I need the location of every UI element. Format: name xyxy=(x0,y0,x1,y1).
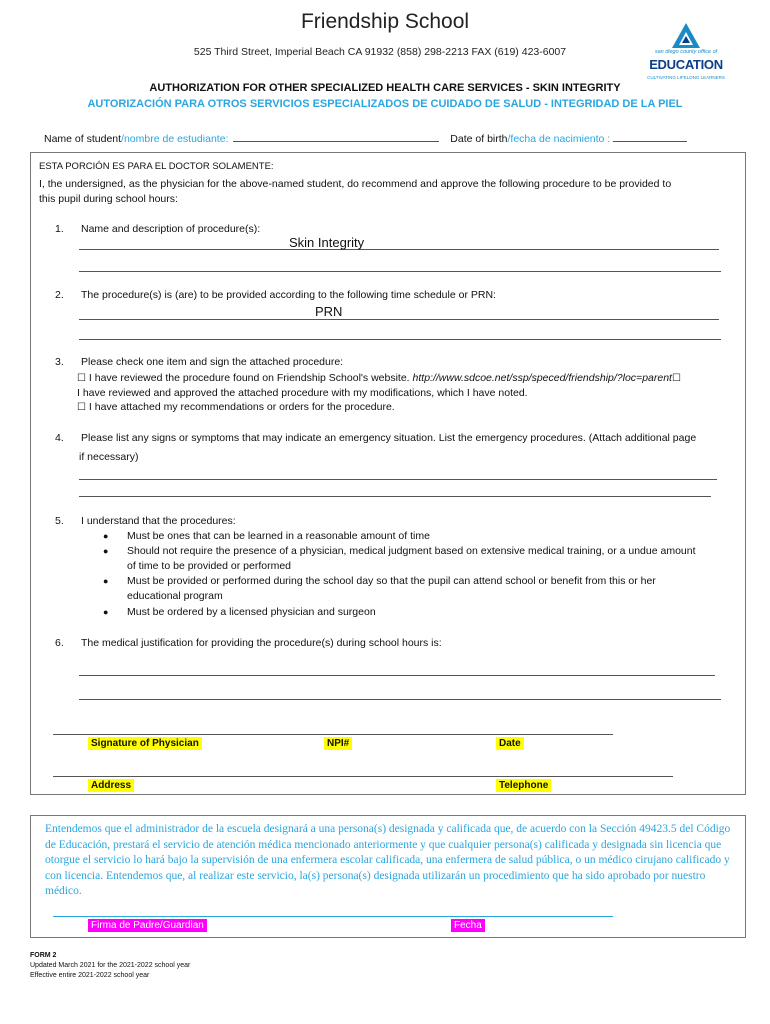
item-5-number: 5. xyxy=(55,515,64,527)
form-title-english: AUTHORIZATION FOR OTHER SPECIALIZED HEALTH CARE SERVICES - SKIN INTEGRITY xyxy=(149,82,621,94)
parent-date-label: Fecha xyxy=(451,919,485,932)
schedule-field[interactable] xyxy=(79,319,719,320)
emergency-field-2[interactable] xyxy=(79,496,711,497)
signature-of-physician-label: Signature of Physician xyxy=(88,737,202,750)
logo-text-top: san diego county office of xyxy=(654,49,718,55)
option-3-text: I have attached my recommendations or orders for the procedure. xyxy=(88,401,395,413)
item-5-label: I understand that the procedures: xyxy=(81,515,236,527)
form-updated-note: Updated March 2021 for the 2021-2022 school year xyxy=(30,962,191,969)
option-1-text: I have reviewed the procedure found on Friendship School's website. xyxy=(88,372,410,384)
school-address: 525 Third Street, Imperial Beach CA 91932 (858) 298-2213 FAX (619) 423-6007 xyxy=(193,46,567,58)
student-name-field[interactable] xyxy=(233,132,439,142)
triangle-logo-icon xyxy=(640,22,732,52)
understanding-item: Must be ordered by a licensed physician and surgeon xyxy=(127,606,376,618)
address-telephone-field[interactable] xyxy=(53,776,673,777)
date-label: Date xyxy=(496,737,524,750)
dob-label-es: /fecha de nacimiento : xyxy=(507,133,611,145)
bullet-icon: ● xyxy=(103,546,109,556)
parent-section xyxy=(30,815,746,938)
procedure-description-field[interactable] xyxy=(79,271,721,272)
bullet-icon: ● xyxy=(103,607,109,617)
item-4-label: Please list any signs or symptoms that may indicate an emergency situation. List the emergency procedures. (Attach additional page xyxy=(81,432,697,444)
form-title-spanish: AUTORIZACIÓN PARA OTROS SERVICIOS ESPECIALIZADOS DE CUIDADO DE SALUD - INTEGRIDAD DE LA PIEL xyxy=(87,98,683,110)
form-number: FORM 2 xyxy=(30,952,57,959)
dob-field[interactable] xyxy=(613,132,687,142)
checkbox-icon[interactable]: ☐ xyxy=(77,373,86,384)
address-label: Address xyxy=(88,779,134,792)
item-1-number: 1. xyxy=(55,223,64,235)
item-3-label: Please check one item and sign the attached procedure: xyxy=(81,356,344,368)
emergency-field-1[interactable] xyxy=(79,479,717,480)
dob-label: Date of birth xyxy=(450,133,508,145)
checkbox-icon[interactable]: ☐ xyxy=(671,373,681,384)
logo-text-main: EDUCATION xyxy=(649,57,723,72)
parent-signature-label: Firma de Padre/Guardian xyxy=(88,919,207,932)
bullet-icon: ● xyxy=(103,576,109,586)
website-link[interactable]: http://www.sdcoe.net/ssp/speced/friendship/?loc=parent xyxy=(412,372,672,384)
telephone-label: Telephone xyxy=(496,779,551,792)
item-4-number: 4. xyxy=(55,432,64,444)
justification-field-1[interactable] xyxy=(79,675,715,676)
understanding-item: of time to be provided or performed xyxy=(127,560,292,572)
justification-field-2[interactable] xyxy=(79,699,721,700)
procedure-name-value: Skin Integrity xyxy=(289,235,365,250)
schedule-field-2[interactable] xyxy=(79,339,721,340)
item-2-number: 2. xyxy=(55,289,64,301)
form-effective-note: Effective entire 2021-2022 school year xyxy=(30,972,150,979)
parent-consent-paragraph: Entendemos que el administrador de la escuela designará a una persona(s) designada y calificada que, de acuerdo con la Sección 49423.5 del Código de Educación, prestará el servicio de atención médica mencionado anteriormente y que cualquier persona(s) calificada y designada sin licencia que otorgue el servicio lo hará bajo la supervisión de una enfermera escolar calificada, una enfermera de salud pública, o un médico cirujano calificado y con licencia. Entendemos que, al realizar este servicio, la(s) persona(s) designada utilizarán un procedimiento que ha sido aprobado por nuestro médico. xyxy=(45,823,731,897)
item-6-number: 6. xyxy=(55,637,64,649)
schedule-value: PRN xyxy=(315,304,343,319)
sdcoe-logo xyxy=(640,22,732,88)
option-2-text: I have reviewed and approved the attached procedure with my modifications, which I have noted. xyxy=(77,387,528,399)
item-1-label: Name and description of procedure(s): xyxy=(81,223,261,235)
student-info-row xyxy=(44,132,687,145)
option-reviewed-website xyxy=(77,372,681,384)
understanding-item: Must be provided or performed during the school day so that the pupil can attend school or benefit from this or her xyxy=(127,575,656,587)
understanding-item: Must be ones that can be learned in a reasonable amount of time xyxy=(127,530,430,542)
understanding-item: Should not require the presence of a physician, medical judgment based on extensive medical training, or a undue amount xyxy=(127,545,696,557)
physician-section xyxy=(30,152,746,795)
logo-text-tagline: CULTIVATING LIFELONG LEARNERS xyxy=(647,75,725,80)
bullet-icon: ● xyxy=(103,531,109,541)
student-name-label: Name of student xyxy=(44,133,122,145)
physician-only-label: ESTA PORCIÓN ES PARA EL DOCTOR SOLAMENTE: xyxy=(39,161,274,172)
school-name: Friendship School xyxy=(300,10,470,33)
npi-label: NPI# xyxy=(324,737,352,750)
item-3-number: 3. xyxy=(55,356,64,368)
item-2-label: The procedure(s) is (are) to be provided according to the following time schedule or PRN: xyxy=(81,289,496,301)
physician-intro-line1: I, the undersigned, as the physician for the above-named student, do recommend and approve the following procedure to be provided to xyxy=(39,178,672,190)
student-name-label-es: /nombre de estudiante: xyxy=(121,133,229,145)
physician-intro-line2: this pupil during school hours: xyxy=(39,193,178,205)
item-6-label: The medical justification for providing the procedure(s) during school hours is: xyxy=(81,637,442,649)
checkbox-icon[interactable]: ☐ xyxy=(77,402,86,413)
understanding-item: educational program xyxy=(127,590,223,602)
option-attached-orders xyxy=(77,401,395,413)
procedure-name-field[interactable] xyxy=(79,249,719,250)
item-4-label-cont: if necessary) xyxy=(79,451,139,463)
physician-signature-field[interactable] xyxy=(53,734,613,735)
parent-signature-field[interactable] xyxy=(53,916,613,917)
